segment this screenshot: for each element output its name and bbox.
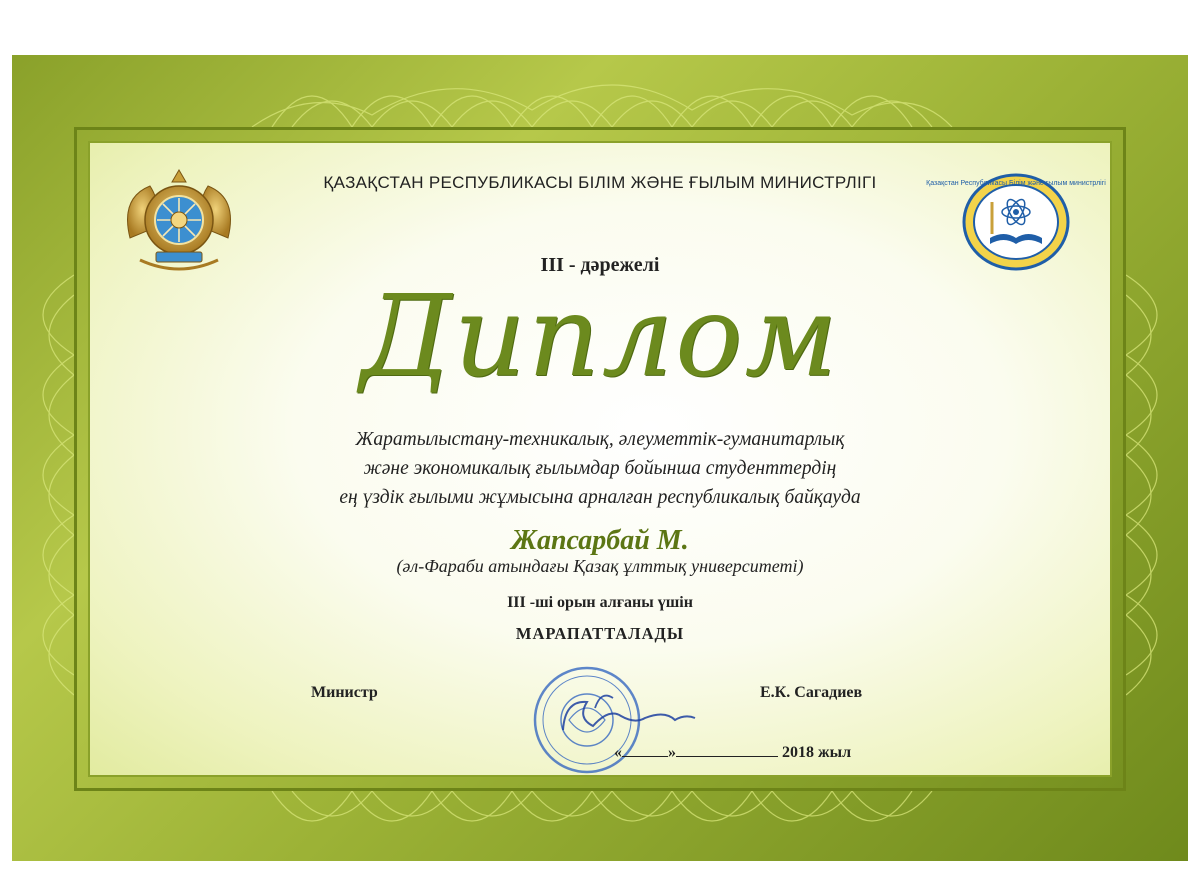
minister-label: Министр (311, 684, 378, 701)
award-description (0, 425, 1200, 512)
date-line (614, 742, 851, 762)
ministry-logo-text: Қазақстан Республикасы Білім және ғылым министрлігі (926, 180, 1106, 187)
degree-label: III - дәрежелі (540, 254, 660, 276)
date-open-quote: « (614, 744, 622, 761)
awarded-text: МАРАПАТТАЛАДЫ (515, 624, 685, 643)
ministry-name: ҚАЗАҚСТАН РЕСПУБЛИКАСЫ БІЛІМ ЖӘНЕ ҒЫЛЫМ МИНИСТРЛІГІ (323, 173, 877, 192)
date-year: 2018 жыл (782, 744, 852, 761)
description-line: ең үздік ғылыми жұмысына арналған республикалық байқауда (339, 487, 861, 508)
minister-name: Е.К. Сагадиев (760, 684, 863, 701)
description-line: және экономикалық ғылымдар бойынша студенттердің (363, 458, 837, 479)
description-line: Жаратылыстану-техникалық, әлеуметтік-гуманитарлық (355, 429, 845, 450)
month-blank (676, 742, 778, 757)
recipient-university: (әл-Фараби атындағы Қазақ ұлттық университеті) (396, 556, 804, 576)
official-stamp-icon (525, 660, 705, 780)
place-text: III -ші орын алғаны үшін (507, 594, 693, 611)
diploma-title: Диплом (360, 272, 840, 402)
day-blank (622, 742, 668, 757)
date-close-quote: » (668, 744, 676, 761)
recipient-name: Жапсарбай М. (511, 525, 689, 556)
